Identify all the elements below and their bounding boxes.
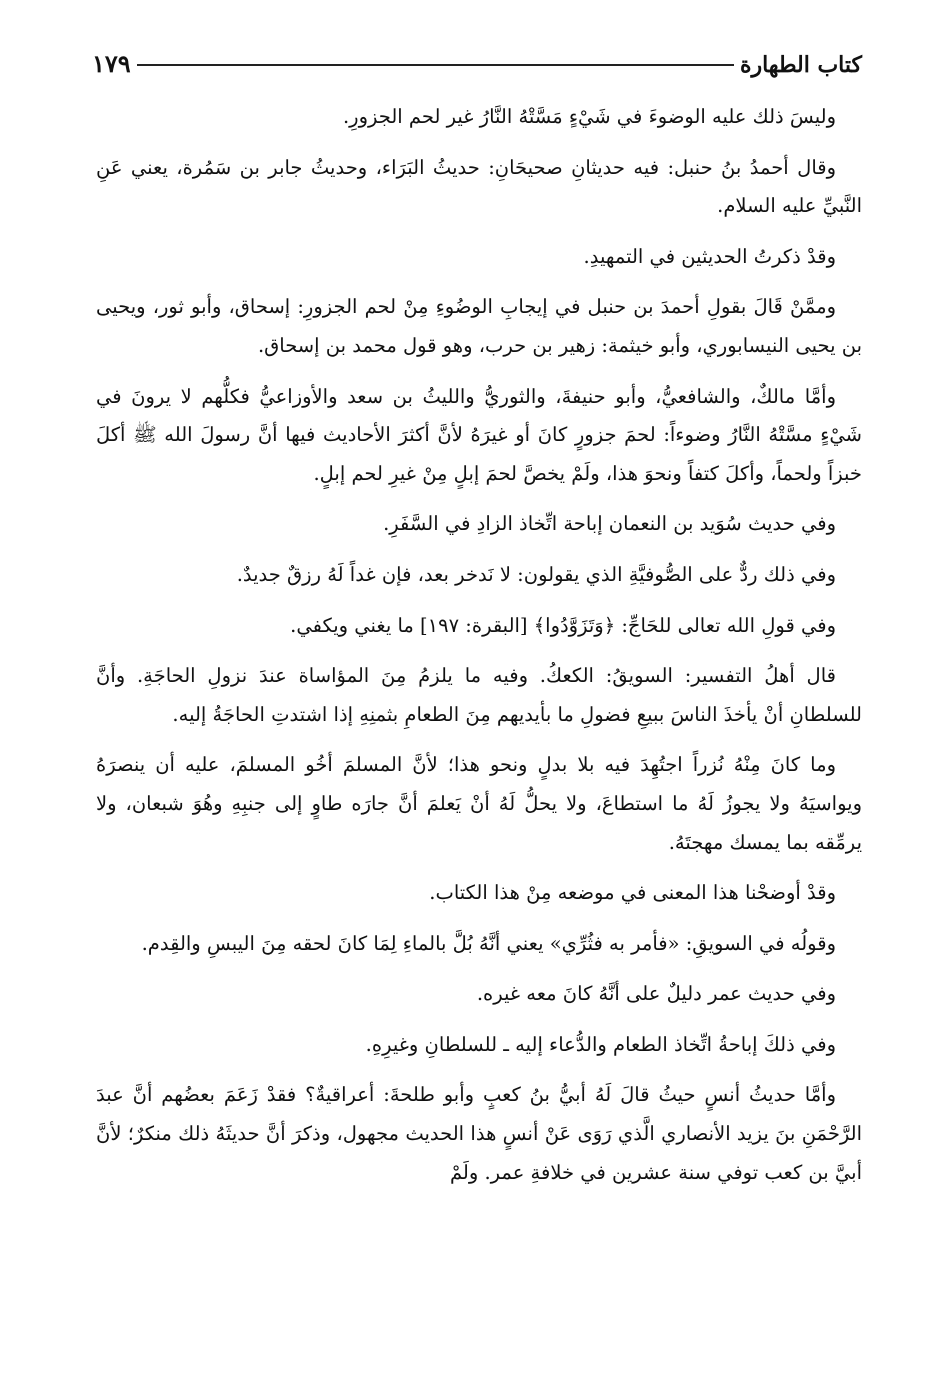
paragraph: وقولُه في السويقِ: «فأمر به فثُرِّي» يعني أنَّهُ بُلَّ بالماءِ لِمَا كانَ لحقه مِنَ اليبسِ والقِدم. bbox=[141, 931, 836, 955]
paragraph: وفي حديث عمر دليلٌ على أنَّهُ كانَ معه غيره. bbox=[476, 982, 836, 1006]
header-rule bbox=[136, 64, 752, 66]
paragraph: وقال أحمدُ بنُ حنبل: فيه حديثانِ صحيحَانِ: حديثُ البَرَاء، وحديثُ جابر بن سَمُرة، يعني عَنِ النَّبيِّ عليه السلام. bbox=[96, 155, 862, 218]
paragraph: وفي ذلك ردٌّ على الصُّوفيَّةِ الذي يقولون: لا نَدخر بعد، فإن غداً لَهُ رزقٌ جديدٌ. bbox=[236, 562, 836, 586]
running-title: كتاب الطهارة bbox=[734, 52, 862, 78]
paragraph: وقدْ أوضحْنا هذا المعنى في موضعه مِنْ هذا الكتاب. bbox=[429, 881, 836, 905]
paragraph: وفي حديث سُوَيد بن النعمان إباحة اتِّخاذ الزادِ في السَّفَرِ. bbox=[383, 512, 836, 536]
paragraph: وما كانَ مِنْهُ نُزراً اجتُهِدَ فيه بلا بدلٍ ونحو هذا؛ لأنَّ المسلمَ أخُو المسلمَ، عليه أن ينصرَهُ ويواسيَهُ ولا يجوزُ لَهُ ما استطاعَ، ولا يحلُّ لَهُ أنْ يَعلمَ أنَّ جارَه طاوٍ إلى جنبِهِ وهُوَ شبعان، ولا يرمِّقه بما يمسك مهجتَهُ. bbox=[96, 753, 862, 854]
page-number: ١٧٩ bbox=[92, 49, 137, 78]
paragraph: وفي قولِ الله تعالى للحَاجِّ: ﴿وَتَزَوَّدُوا﴾ [البقرة: ١٩٧] ما يغني ويكفي. bbox=[290, 613, 836, 637]
paragraph: وقدْ ذكرتُ الحديثين في التمهيدِ. bbox=[583, 244, 836, 268]
paragraph: وممَّنْ قَالَ بقولِ أحمدَ بن حنبل في إيجابِ الوضُوءِ مِنْ لحم الجزورِ: إسحاق، وأبو ثور، ويحيى بن يحيى النيسابوري، وأبو خيثمة: زهير بن حرب، وهو قول محمد بن إسحاق. bbox=[96, 295, 862, 357]
page-header bbox=[92, 34, 862, 78]
paragraph: قال أهلُ التفسير: السويقُ: الكعكُ. وفيه ما يلزمُ مِنَ المؤاساة عندَ نزولِ الحاجَةِ. وأنَّ للسلطانِ أنْ يأخذَ الناسَ ببيعِ فضولِ ما بأيديهم مِنَ الطعامِ بثمنِهِ إذا اشتدتِ الحاجَةُ إليه. bbox=[96, 664, 862, 726]
paragraph: وأمَّا حديثُ أنسٍ حيثُ قالَ لَهُ أبيُّ بنُ كعبٍ وأبو طلحةَ: أعراقيةٌ؟ فقدْ زَعَمَ بعضُهم أنَّ عبدَ الرَّحْمَنِ بنَ يزيد الأنصاري الَّذي رَوَى عَنْ أنسٍ هذا الحديث مجهول، وذكرَ أنَّ حديثَهُ ذلك منكرٌ؛ لأنَّ أبيَّ بن كعب توفي سنة عشرين في خلافةِ عمر. ولَمْ bbox=[96, 1083, 862, 1184]
page-body bbox=[96, 98, 862, 1204]
paragraph: وأمَّا مالكٌ، والشافعيُّ، وأبو حنيفةَ، والثوريُّ والليثُ بن سعد والأوزاعيُّ فكلُّهم لا يرونَ في شَيْءٍ مسَّتْهُ النَّارُ وضوءاً: لحمَ جزورٍ كانَ أو غيرَهُ لأنَّ أكثرَ الأحاديث فيها أنَّ رسولَ الله ﷺ أكلَ خبزاً ولحماً، وأكلَ كتفاً ونحوَ هذا، ولَمْ يخصَّ لحمَ إبلٍ مِنْ غيرِ لحم إبلٍ. bbox=[96, 384, 862, 485]
paragraph: وليسَ ذلك عليه الوضوءَ في شَيْءٍ مَسَّتْهُ النَّارُ غير لحم الجزورِ. bbox=[342, 105, 836, 128]
paragraph: وفي ذلكَ إباحةُ اتِّخاذ الطعام والدُّعاء إليه ـ للسلطانِ وغيرِهِ. bbox=[365, 1032, 836, 1056]
